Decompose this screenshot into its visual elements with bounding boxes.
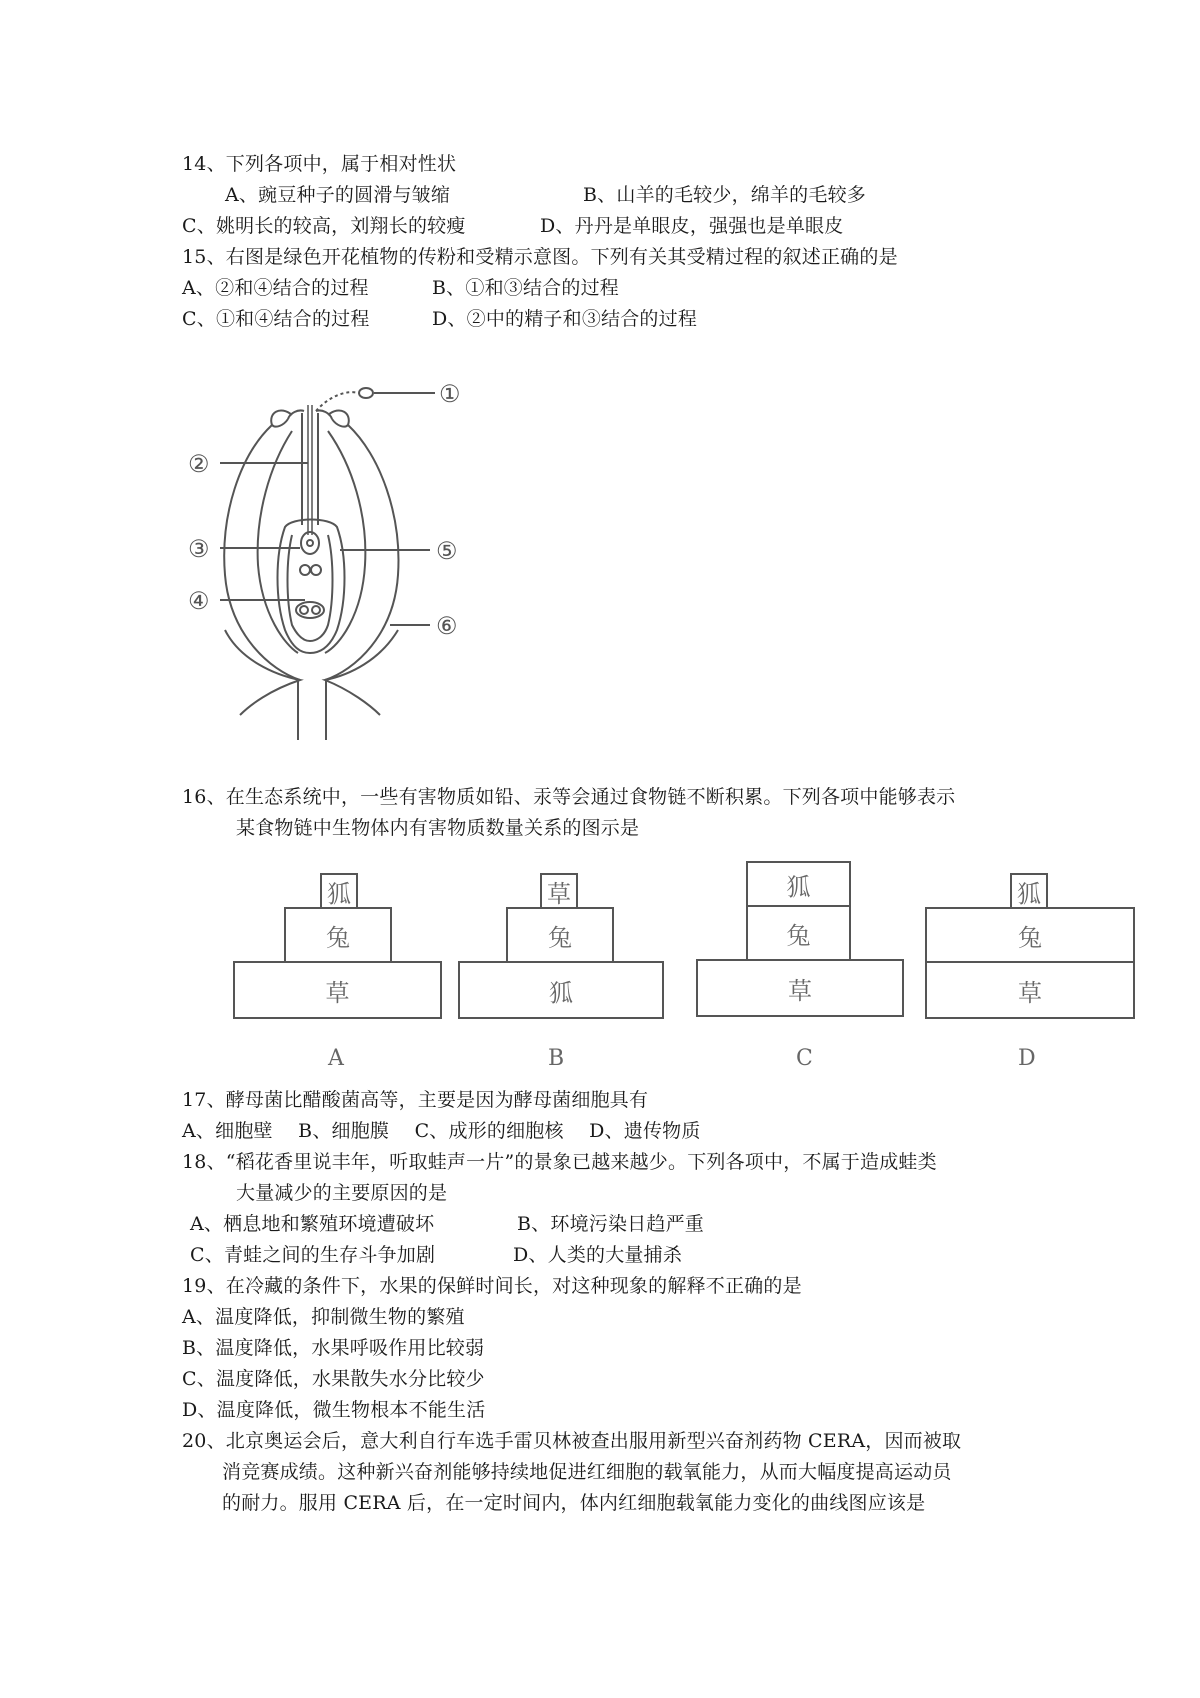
- label-1: ①: [439, 380, 461, 408]
- label-4: ④: [188, 587, 210, 615]
- pyramid-c-label: C: [796, 1046, 813, 1071]
- pyramid-c-bottom: 草: [696, 959, 904, 1017]
- q19-option-d: D、温度降低，微生物根本不能生活: [182, 1399, 486, 1421]
- label-2: ②: [188, 450, 210, 478]
- pyramid-c-top: 狐: [746, 861, 851, 907]
- q15-option-b: B、①和③结合的过程: [432, 277, 619, 299]
- q20-line1: 20、北京奥运会后，意大利自行车选手雷贝林被查出服用新型兴奋剂药物 CERA，因而被取: [182, 1430, 962, 1452]
- q15-option-d: D、②中的精子和③结合的过程: [432, 308, 698, 330]
- pyramid-b-middle: 兔: [506, 907, 614, 963]
- q14-stem: 14、下列各项中，属于相对性状: [182, 153, 457, 175]
- q14-option-d: D、丹丹是单眼皮，强强也是单眼皮: [540, 215, 844, 237]
- pyramid-a-label: A: [328, 1046, 344, 1071]
- q16-stem-line2: 某食物链中生物体内有害物质数量关系的图示是: [236, 817, 640, 839]
- q18-stem-line2: 大量减少的主要原因的是: [236, 1182, 448, 1204]
- q17-stem: 17、酵母菌比醋酸菌高等，主要是因为酵母菌细胞具有: [182, 1089, 649, 1111]
- q19-option-a: A、温度降低，抑制微生物的繁殖: [182, 1306, 465, 1328]
- pyramid-a-bottom: 草: [233, 961, 442, 1019]
- q20-line2: 消竞赛成绩。这种新兴奋剂能够持续地促进红细胞的载氧能力，从而大幅度提高运动员: [222, 1461, 952, 1483]
- q16-stem-line1: 16、在生态系统中，一些有害物质如铅、汞等会通过食物链不断积累。下列各项中能够表示: [182, 786, 956, 808]
- pyramid-b-label: B: [548, 1046, 565, 1071]
- label-6: ⑥: [436, 612, 458, 640]
- q18-option-a: A、栖息地和繁殖环境遭破坏: [190, 1213, 435, 1235]
- q14-option-c: C、姚明长的较高，刘翔长的较瘦: [182, 215, 466, 237]
- flower-fertilization-figure: [180, 385, 480, 745]
- q18-option-b: B、环境污染日趋严重: [517, 1213, 704, 1235]
- q15-stem: 15、右图是绿色开花植物的传粉和受精示意图。下列有关其受精过程的叙述正确的是: [182, 246, 898, 268]
- q17-options: A、细胞壁 B、细胞膜 C、成形的细胞核 D、遗传物质: [182, 1120, 701, 1142]
- label-5: ⑤: [436, 537, 458, 565]
- pyramid-c-middle: 兔: [746, 905, 851, 961]
- pyramid-b-top: 草: [540, 873, 578, 909]
- q19-option-c: C、温度降低，水果散失水分比较少: [182, 1368, 485, 1390]
- pyramid-d-middle: 兔: [925, 907, 1135, 963]
- q18-option-d: D、人类的大量捕杀: [513, 1244, 683, 1266]
- label-3: ③: [188, 535, 210, 563]
- q19-stem: 19、在冷藏的条件下，水果的保鲜时间长，对这种现象的解释不正确的是: [182, 1275, 802, 1297]
- q14-option-a: A、豌豆种子的圆滑与皱缩: [225, 184, 451, 206]
- q14-option-b: B、山羊的毛较少，绵羊的毛较多: [583, 184, 866, 206]
- pyramid-b-bottom: 狐: [458, 961, 664, 1019]
- q19-option-b: B、温度降低，水果呼吸作用比较弱: [182, 1337, 485, 1359]
- pyramid-a-top: 狐: [320, 873, 358, 909]
- pyramid-d-label: D: [1018, 1046, 1036, 1071]
- q18-option-c: C、青蛙之间的生存斗争加剧: [190, 1244, 436, 1266]
- q20-line3: 的耐力。服用 CERA 后，在一定时间内，体内红细胞载氧能力变化的曲线图应该是: [222, 1492, 926, 1514]
- pyramid-d-top: 狐: [1010, 873, 1048, 909]
- q15-option-a: A、②和④结合的过程: [182, 277, 369, 299]
- pyramid-a-middle: 兔: [284, 907, 392, 963]
- q15-option-c: C、①和④结合的过程: [182, 308, 370, 330]
- q18-stem-line1: 18、“稻花香里说丰年，听取蛙声一片”的景象已越来越少。下列各项中，不属于造成蛙类: [182, 1151, 937, 1173]
- pyramid-d-bottom: 草: [925, 961, 1135, 1019]
